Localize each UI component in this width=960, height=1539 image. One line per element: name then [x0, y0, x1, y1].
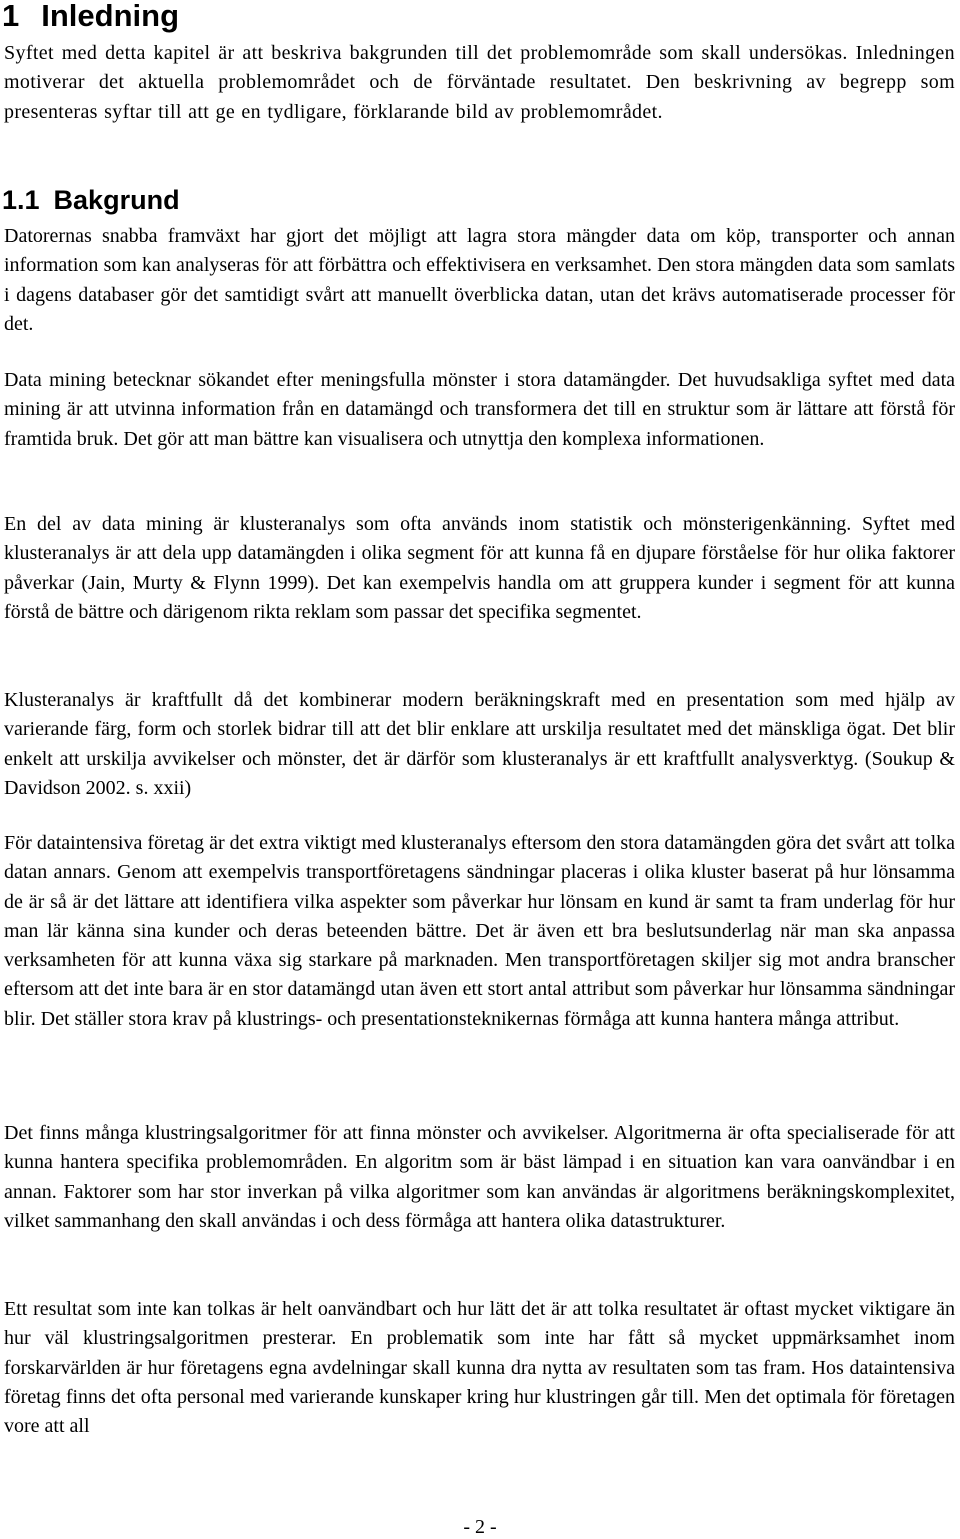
section-heading — [2, 184, 180, 216]
section-number: 1.1 — [2, 185, 40, 215]
body-paragraph: För dataintensiva företag är det extra viktigt med klusteranalys eftersom den stora datamängden göra det svårt att tolka datan annars. Genom att exempelvis transportföretagens sändningar placeras i olika kluster baserat på hur lönsamma de är så är det lättare att identifiera vilka aspekter som påverkar hur lönsam en kund är samt ta fram underlag för hur man lär känna sina kunder och deras beteenden bättre. Det är även ett bra beslutsunderlag när man ska anpassa verksamheten för att kunna växa sig starkare på marknaden. Men transportföretagen skiljer sig mot andra branscher eftersom att det inte bara är en stor datamängd utan även ett stort antal attribut som påverkar hur lönsamma sändningar blir. Det ställer stora krav på klustrings- och presentationsteknikernas förmåga att kunna hantera många attribut. — [4, 832, 955, 1030]
body-paragraph: Data mining betecknar sökandet efter meningsfulla mönster i stora datamängder. Det huvudsakliga syftet med data mining är att utvinna information från en datamängd och transformera det till en struktur som är lättare att förstå för framtida bruk. Det gör att man bättre kan visualisera och utnyttja den komplexa informationen. — [4, 369, 955, 450]
section-title: Bakgrund — [53, 185, 180, 215]
intro-paragraph: Syftet med detta kapitel är att beskriva bakgrunden till det problemområde som skall undersökas. Inledningen motiverar det aktuella problemområdet och de förväntade resultatet. Den beskrivning av begrepp som presenteras syftar till att ge en tydligare, förklarande bild av problemområdet. — [4, 42, 955, 123]
body-paragraph: En del av data mining är klusteranalys som ofta används inom statistik och mönsterigenkänning. Syftet med klusteranalys är att dela upp datamängden i olika segment för att kunna få en djupare förståelse för hur olika faktorer påverkar (Jain, Murty & Flynn 1999). Det kan exempelvis handla om att gruppera kunder i segment för att kunna förstå de bättre och därigenom rikta reklam som passar det specifika segmentet. — [4, 513, 955, 623]
body-paragraph: Det finns många klustringsalgoritmer för att finna mönster och avvikelser. Algoritmerna är ofta specialiserade för att kunna hantera specifika problemområden. En algoritm som är bäst lämpad i en situation kan vara oanvändbar i en annan. Faktorer som har stor inverkan på vilka algoritmer som kan användas är algoritmens beräkningskomplexitet, vilket sammanhang den skall användas i och dess förmåga att hantera olika datastrukturer. — [4, 1122, 955, 1232]
body-paragraph: Ett resultat som inte kan tolkas är helt oanvändbart och hur lätt det är att tolka resultatet är oftast mycket viktigare än hur väl klustringsalgoritmen presterar. En problematik som inte har fått så mycket uppmärksamhet inom forskarvärlden är hur företagens egna avdelningar skall kunna dra nytta av resultaten som tas fram. Hos dataintensiva företag finns det ofta personal med varierande kunskaper kring hur klustringen går till. Men det optimala för företagen vore att all — [4, 1298, 955, 1438]
chapter-title: Inledning — [41, 0, 180, 33]
page-number: - 2 - — [463, 1516, 497, 1538]
body-paragraph: Klusteranalys är kraftfullt då det kombinerar modern beräkningskraft med en presentation som med hjälp av varierande färg, form och storlek bidrar till att det blir enklare att urskilja resultatet med det mänskliga ögat. Det blir enkelt att urskilja avvikelser och mönster, det är därför som klusteranalys är ett kraftfullt analysverktyg. (Soukup & Davidson 2002. s. xxii) — [4, 689, 955, 799]
chapter-number: 1 — [2, 0, 20, 33]
body-paragraph: Datorernas snabba framväxt har gjort det möjligt att lagra stora mängder data om köp, transporter och annan information som kan analyseras för att förbättra och effektivisera en verksamhet. Den stora mängden data som samlats i dagens databaser gör det samtidigt svårt att manuellt överblicka datan, utan det krävs automatiserade processer för det. — [4, 225, 955, 335]
chapter-heading — [2, 0, 179, 34]
